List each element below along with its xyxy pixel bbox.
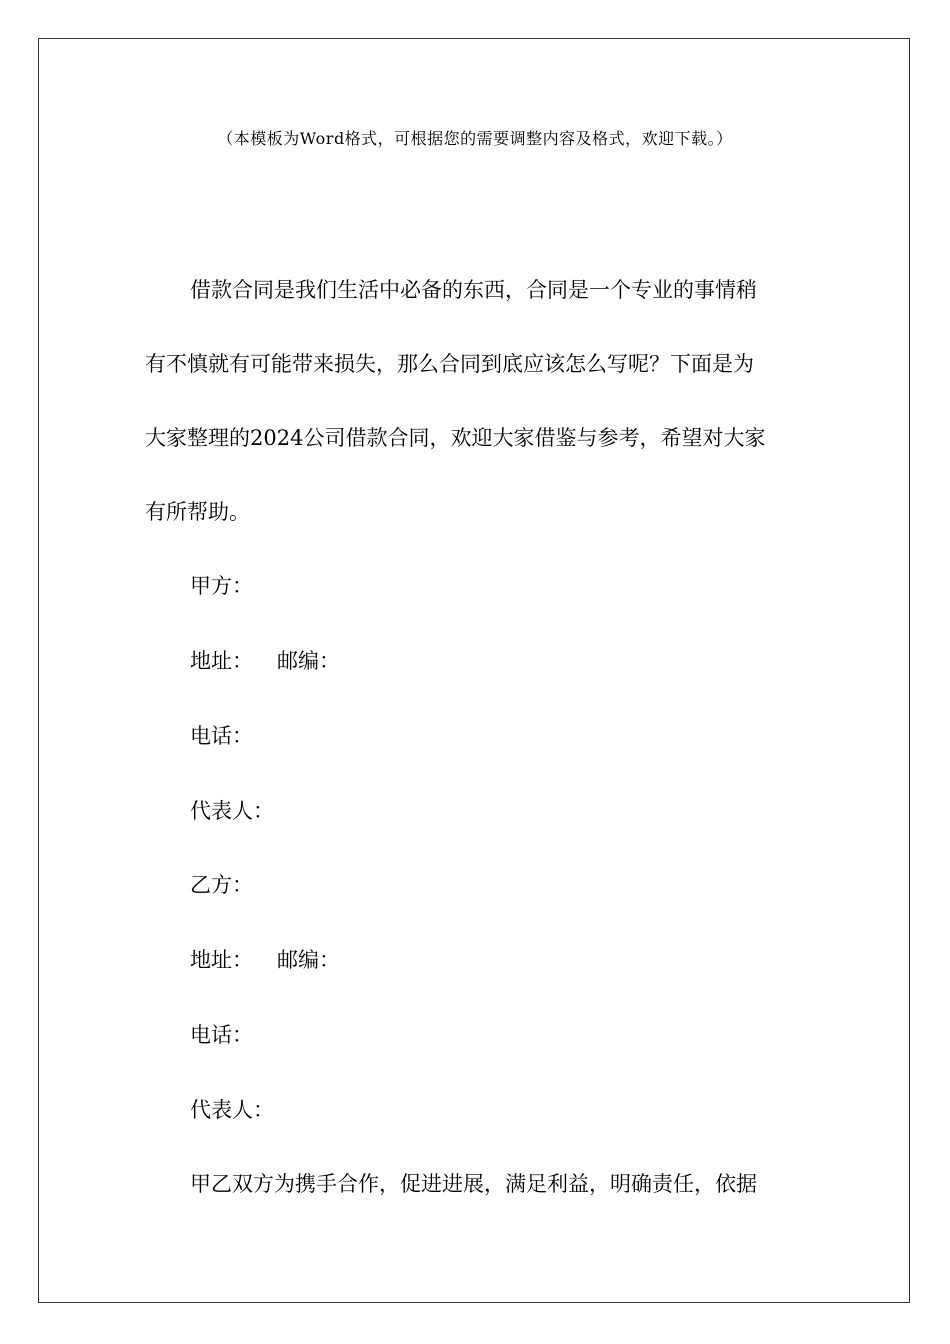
party-b-address-row — [190, 946, 340, 974]
intro-paragraph-line-4: 有所帮助。 — [145, 500, 250, 524]
party-a-phone-label: 电话： — [190, 724, 253, 748]
intro-paragraph-line-1: 借款合同是我们生活中必备的东西，合同是一个专业的事情稍 — [190, 278, 757, 302]
intro-paragraph-line-3: 大家整理的2024公司借款合同，欢迎大家借鉴与参考，希望对大家 — [145, 426, 766, 450]
party-b-postcode-label: 邮编： — [277, 948, 340, 972]
party-a-address-row — [190, 647, 340, 675]
agreement-preamble-line: 甲乙双方为携手合作，促进进展，满足利益，明确责任，依据 — [190, 1172, 757, 1196]
party-a-address-label: 地址： — [190, 649, 253, 673]
page-border — [38, 38, 910, 1303]
party-b-phone-label: 电话： — [190, 1023, 253, 1047]
template-note: （本模板为Word格式，可根据您的需要调整内容及格式，欢迎下载。） — [217, 129, 733, 148]
party-a-representative-label: 代表人： — [190, 799, 274, 823]
party-b-representative-label: 代表人： — [190, 1098, 274, 1122]
party-a-postcode-label: 邮编： — [277, 649, 340, 673]
party-a-label: 甲方： — [190, 574, 253, 598]
party-b-label: 乙方： — [190, 873, 253, 897]
intro-paragraph-line-2: 有不慎就有可能带来损失，那么合同到底应该怎么写呢？下面是为 — [145, 352, 754, 376]
party-b-address-label: 地址： — [190, 948, 253, 972]
